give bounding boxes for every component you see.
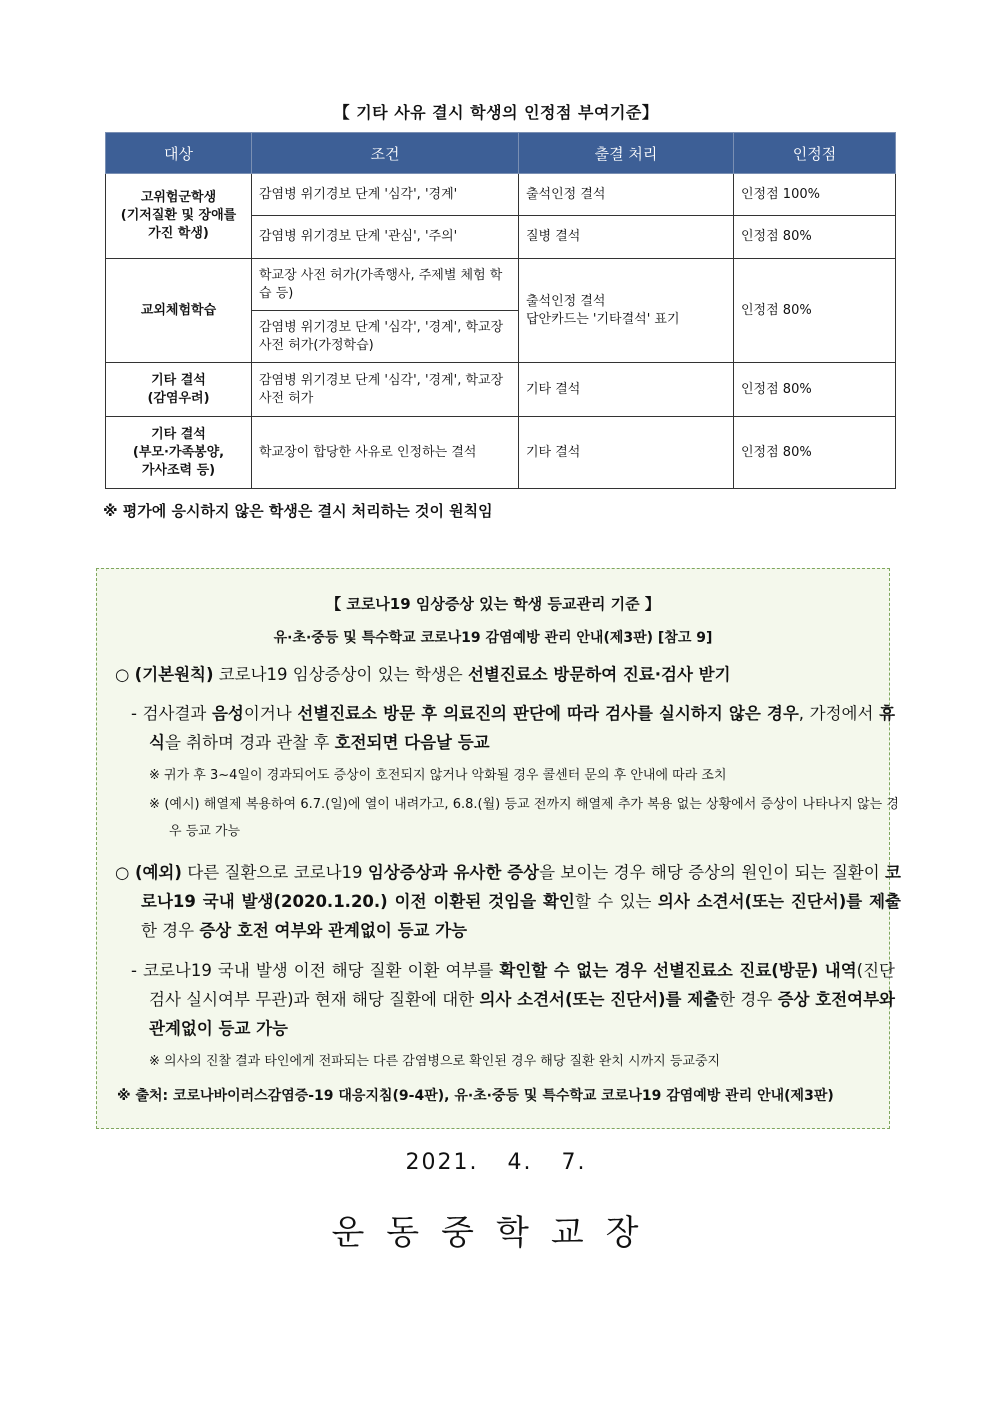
section-title: 【 기타 사유 결시 학생의 인정점 부여기준】 xyxy=(333,103,659,122)
header-attendance: 출결 처리 xyxy=(519,133,734,174)
table-row xyxy=(106,174,896,216)
note-quarantine: ※ 의사의 진찰 결과 타인에게 전파되는 다른 감염병으로 확인된 경우 해당 질환 완치 시까지 등교중지 xyxy=(149,1054,721,1069)
paragraph-emphasis: 임상증상과 유사한 증상 xyxy=(367,863,540,882)
paragraph-text: 을 취하며 경과 관찰 후 xyxy=(164,733,335,752)
condition-cell: 학교장 사전 허가(가족행사, 주제별 체험 학습 등) xyxy=(252,259,519,311)
attendance-cell: 출석인정 결석 xyxy=(519,174,734,216)
attendance-cell: 기타 결석 xyxy=(519,417,734,489)
paragraph-text: 할 수 있는 xyxy=(574,892,658,911)
paragraph-text: , 가정에서 xyxy=(798,704,880,723)
paragraph-text: 한 경우 xyxy=(141,921,200,940)
paragraph-emphasis: 의사 소견서(또는 진단서)를 제출 xyxy=(479,990,720,1009)
negative-result-paragraph xyxy=(131,699,895,757)
header-score: 인정점 xyxy=(734,133,896,174)
paragraph-emphasis: 선별진료소 방문하여 진료·검사 받기 xyxy=(467,665,731,684)
bullet-circle: ○ xyxy=(115,863,135,882)
paragraph-text: 다른 질환으로 코로나19 xyxy=(181,863,368,882)
paragraph-text: (진단검사 실시여부 무관)과 현재 해당 질환에 대한 xyxy=(149,961,895,1009)
table-row xyxy=(106,363,896,417)
paragraph-emphasis: 선별진료소 방문 후 의료진의 판단에 따라 검사를 실시하지 않은 경우 xyxy=(297,704,799,723)
header-target: 대상 xyxy=(106,133,252,174)
unconfirmed-paragraph xyxy=(131,956,895,1043)
attendance-cell: 기타 결석 xyxy=(519,363,734,417)
score-cell: 인정점 80% xyxy=(734,216,896,259)
header-condition: 조건 xyxy=(252,133,519,174)
table-row xyxy=(106,259,896,311)
paragraph-emphasis: 의사 소견서(또는 진단서)를 제출 xyxy=(657,892,901,911)
document-date: 2021. 4. 7. xyxy=(405,1150,587,1175)
score-cell: 인정점 80% xyxy=(734,417,896,489)
basic-principle-paragraph xyxy=(115,660,875,689)
principal-signature: 운동중학교장 xyxy=(331,1213,661,1253)
attendance-cell: 출석인정 결석 답안카드는 '기타결석' 표기 xyxy=(519,259,734,363)
bullet-circle: ○ xyxy=(115,665,135,684)
note-callcenter: ※ 귀가 후 3~4일이 경과되어도 증상이 호전되지 않거나 악화될 경우 콜센터 문의 후 안내에 따라 조치 xyxy=(149,768,727,783)
paragraph-emphasis: 호전되면 다음날 등교 xyxy=(334,733,490,752)
condition-cell: 학교장이 합당한 사유로 인정하는 결석 xyxy=(252,417,519,489)
paragraph-text: 이거나 xyxy=(243,704,298,723)
condition-cell: 감염병 위기경보 단계 '심각', '경계', 학교장 사전 허가(가정학습) xyxy=(252,311,519,363)
attendance-criteria-table xyxy=(105,132,896,489)
condition-cell: 감염병 위기경보 단계 '심각', '경계', 학교장 사전 허가 xyxy=(252,363,519,417)
note-example: ※ (예시) 해열제 복용하여 6.7.(일)에 열이 내려가고, 6.8.(월) 등교 전까지 해열제 추가 복용 없는 상황에서 증상이 나타나지 않는 경우 등교 가능 xyxy=(149,797,899,839)
exception-paragraph xyxy=(115,858,901,945)
condition-cell: 감염병 위기경보 단계 '심각', '경계' xyxy=(252,174,519,216)
paragraph-emphasis: 확인할 수 없는 경우 선별진료소 진료(방문) 내역 xyxy=(499,961,857,980)
paragraph-emphasis: 음성 xyxy=(211,704,244,723)
principle-label: (기본원칙) xyxy=(134,665,214,684)
condition-cell: 감염병 위기경보 단계 '관심', '주의' xyxy=(252,216,519,259)
box-title: 【 코로나19 임상증상 있는 학생 등교관리 기준 】 xyxy=(326,595,660,613)
target-cell: 기타 결석 (감염우려) xyxy=(106,363,252,417)
paragraph-text: 을 보이는 경우 해당 증상의 원인이 되는 질환이 xyxy=(539,863,886,882)
paragraph-text: - 코로나19 국내 발생 이전 해당 질환 이환 여부를 xyxy=(131,961,500,980)
paragraph-emphasis: 휴식 xyxy=(149,704,896,752)
attendance-cell: 질병 결석 xyxy=(519,216,734,259)
target-cell: 고위험군학생 (기저질환 및 장애를 가진 학생) xyxy=(106,174,252,259)
paragraph-emphasis: 증상 호전 여부와 관계없이 등교 가능 xyxy=(199,921,468,940)
table-row xyxy=(106,417,896,489)
score-cell: 인정점 100% xyxy=(734,174,896,216)
source-note: ※ 출처: 코로나바이러스감염증-19 대응지침(9-4판), 유·초·중등 및 특수학교 코로나19 감염예방 관리 안내(제3판) xyxy=(117,1088,834,1104)
target-cell: 교외체험학습 xyxy=(106,259,252,363)
paragraph-text: 한 경우 xyxy=(719,990,778,1009)
target-cell: 기타 결석 (부모·가족봉양, 가사조력 등) xyxy=(106,417,252,489)
paragraph-emphasis: 증상 호전여부와 관계없이 등교 가능 xyxy=(149,990,895,1038)
score-cell: 인정점 80% xyxy=(734,259,896,363)
principle-label: (예외) xyxy=(134,863,182,882)
score-cell: 인정점 80% xyxy=(734,363,896,417)
box-subtitle: 유·초·중등 및 특수학교 코로나19 감염예방 관리 안내(제3판) [참고 9] xyxy=(273,630,713,646)
paragraph-text: 코로나19 임상증상이 있는 학생은 xyxy=(213,665,468,684)
paragraph-text: - 검사결과 xyxy=(131,704,212,723)
evaluation-note: ※ 평가에 응시하지 않은 학생은 결시 처리하는 것이 원칙임 xyxy=(103,502,493,520)
table-header-row xyxy=(106,133,896,174)
paragraph-emphasis: 코로나19 국내 발생(2020.1.20.) 이전 이환된 것임을 확인 xyxy=(141,863,901,911)
covid-guideline-box xyxy=(96,568,901,1129)
